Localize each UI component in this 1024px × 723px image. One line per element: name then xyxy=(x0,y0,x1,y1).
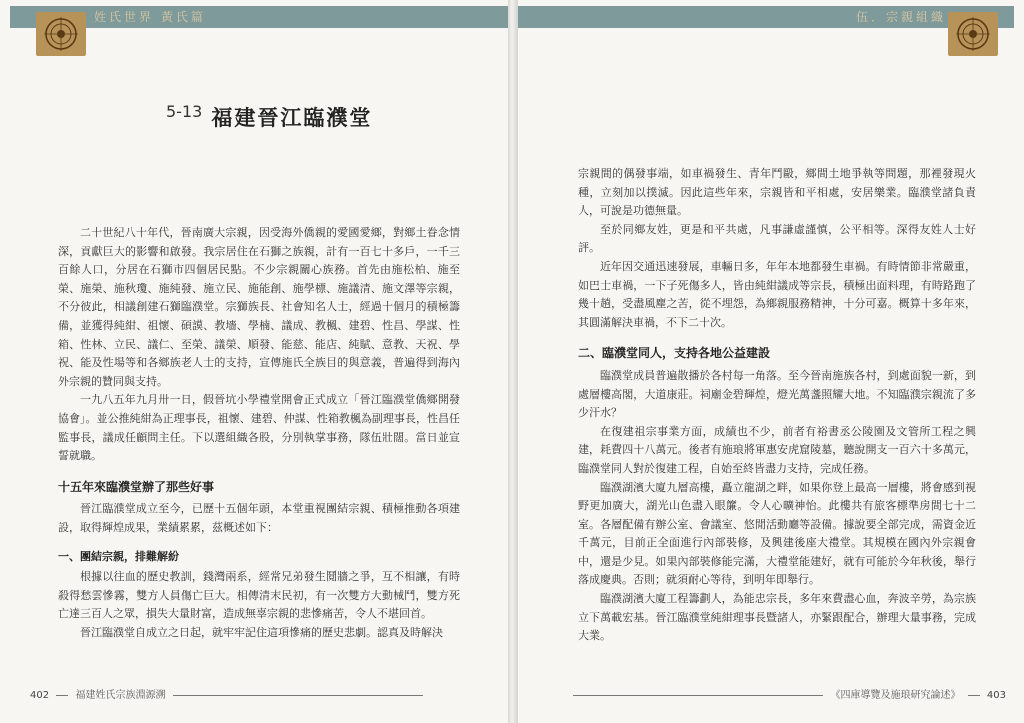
right-page xyxy=(512,0,1024,723)
subsection-heading: 一、團結宗親，排難解紛 xyxy=(58,549,179,563)
paragraph: 在復建祖宗事業方面，成績也不少，前者有裕書丞公陵園及文管所工程之興建，耗費四十八萬元。後者有施琅將軍惠安虎窟陵墓，聽說開支一百六十多萬元，臨濮堂同人對於復建工程，自始至終皆盡力支持，完成任務。 xyxy=(578,424,976,475)
paragraph: 臨濮堂成員普遍散播於各村每一角落。至今晉南施族各村，到處面貌一新，到處層樓高閣，大道康莊。祠廟金碧輝煌，燈光萬盞照耀大地。不知臨濮宗親流了多少汗水？ xyxy=(578,368,976,420)
book-gutter xyxy=(508,0,518,723)
section-heading: 十五年來臨濮堂辦了那些好事 xyxy=(58,479,215,494)
paragraph: 宗親間的偶發事端，如車禍發生、青年鬥毆，鄉間土地爭執等問題，那裡發現火種，立刻加以撲滅。因此這些年來，宗親皆和平相處，安居樂業。臨濮堂諸負責人，可說是功德無量。 xyxy=(578,167,976,218)
paragraph: 晉江臨濮堂自成立之日起，就牢牢記住這項慘痛的歷史悲劇。認真及時解決 xyxy=(80,625,443,639)
chapter-number: 5-13 xyxy=(166,102,203,121)
right-body-text xyxy=(578,165,976,646)
running-header: 伍．宗親組織 xyxy=(855,10,946,24)
clan-seal-icon xyxy=(948,12,998,56)
footer-rule xyxy=(56,695,68,696)
paragraph: 臨濮湖濱大廈工程籌劃人，為能忠宗長，多年來費盡心血，奔波辛勞，為宗族立下萬載宏基。晉江臨濮堂純紺理事長暨諸人，亦緊跟配合，辦理大量事務，完成大業。 xyxy=(578,592,976,643)
paragraph: 至於同鄉友姓，更是和平共處，凡事謙虛謹慎，公平相等。深得友姓人士好評。 xyxy=(578,222,976,255)
clan-seal-icon xyxy=(36,12,86,56)
footer-rule xyxy=(573,695,823,696)
section-heading: 二、臨濮堂同人，支持各地公益建設 xyxy=(578,346,771,361)
footer-rule xyxy=(968,695,980,696)
page-number: 402 xyxy=(30,690,50,701)
running-header: 姓氏世界 黃氏篇 xyxy=(94,10,206,24)
paragraph: 晉江臨濮堂成立至今，已歷十五個年頭，本堂重視團結宗親、積極推動各項建設，取得輝煌成果，業績累累，茲概述如下： xyxy=(58,502,460,534)
paragraph: 近年因交通迅速發展，車輛日多，年年本地都發生車禍。有時情節非常嚴重，如巴士車禍，一下子死傷多人，皆由純紺議成等宗長，積極出面料理，有時路跑了幾十趟，受盡風塵之苦，從不埋怨，為鄉親服務精神，十分可嘉。概算十多年來，其圓滿解決車禍，不下二十次。 xyxy=(578,259,976,329)
left-body-text xyxy=(58,224,460,642)
page-footer xyxy=(573,686,1006,701)
chapter-title: 福建晉江臨濮堂 xyxy=(211,106,373,130)
paragraph: 二十世紀八十年代，晉南廣大宗親，因受海外僑親的愛國愛鄉，對鄉土眷念情深，貢獻巨大的影響和啟發。我宗居住在石獅之族親，計有一百七十多戶，一千三百餘人口，分居在石獅市四個居民點。不少宗親關心族務。首先由施松柏、施至榮、施榮、施秋瓊、施純發、施立民、施能創、施學標、施議清、施文澤等宗親，不分彼此，相議創建石獅臨濮堂。宗獅族長、社會知名人士，經過十個月的積極籌備，並獲得純紺、祖懷、碩謨、教墻、學楠、議成、教楓、建碧、性昌、學謀、性箱、性林、立民、議仁、至榮、議榮、順發、能慈、能店、純賦、意教、天祝、學祝、能及性場等和各鄉族老人士的支持，宣傳施氏全族目的與意義，普遍得到海內外宗親的贊同與支持。 xyxy=(58,226,460,388)
chapter-heading xyxy=(166,102,372,132)
page-footer xyxy=(30,686,423,701)
paragraph: 臨濮湖濱大廈九層高樓，矗立龍湖之畔，如果你登上最高一層樓，將會感到視野更加廣大，湖光山色盡入眼簾。令人心曠神怡。此樓共有旅客標準房間七十二室。各層配備有辦公室、會議室、悠閒活動廳等設備。據說要全部完成，需資金近千萬元，目前正全面進行內部裝修，及興建後座大禮堂。其規模在國內外宗親會中，還是少見。如果內部裝修能完滿，大禮堂能建好，就有可能於今年秋後，舉行落成慶典。否則；就須耐心等待，到明年即舉行。 xyxy=(578,480,976,587)
footer-text: 《四庫導覽及施琅研究論述》 xyxy=(830,690,961,701)
footer-text: 福建姓氏宗族淵源溯 xyxy=(75,690,166,701)
footer-rule xyxy=(173,695,423,696)
paragraph: 一九八五年九月卅一日，假晉坑小學禮堂開會正式成立「晉江臨濮堂僑鄉開發協會」。並公推純紺為正理事長，祖懷、建碧、仲謀、性箱教楓為副理事長，性昌任監事長，議成任顧問主任。下以選組織各股，分別執掌事務，隊伍壯闊。當日並宣誓就職。 xyxy=(58,393,460,463)
page-number: 403 xyxy=(986,690,1006,701)
paragraph: 根據以往血的歷史教訓，錢灣兩系，經常兄弟發生鬩牆之爭，互不相讓，有時殺得愁雲慘霧，雙方人員傷亡巨大。相傳清末民初，有一次雙方大動械鬥，雙方死亡達三百人之眾，損失大量財富，造成無辜宗親的悲慘痛苦，令人不堪回首。 xyxy=(58,570,460,621)
